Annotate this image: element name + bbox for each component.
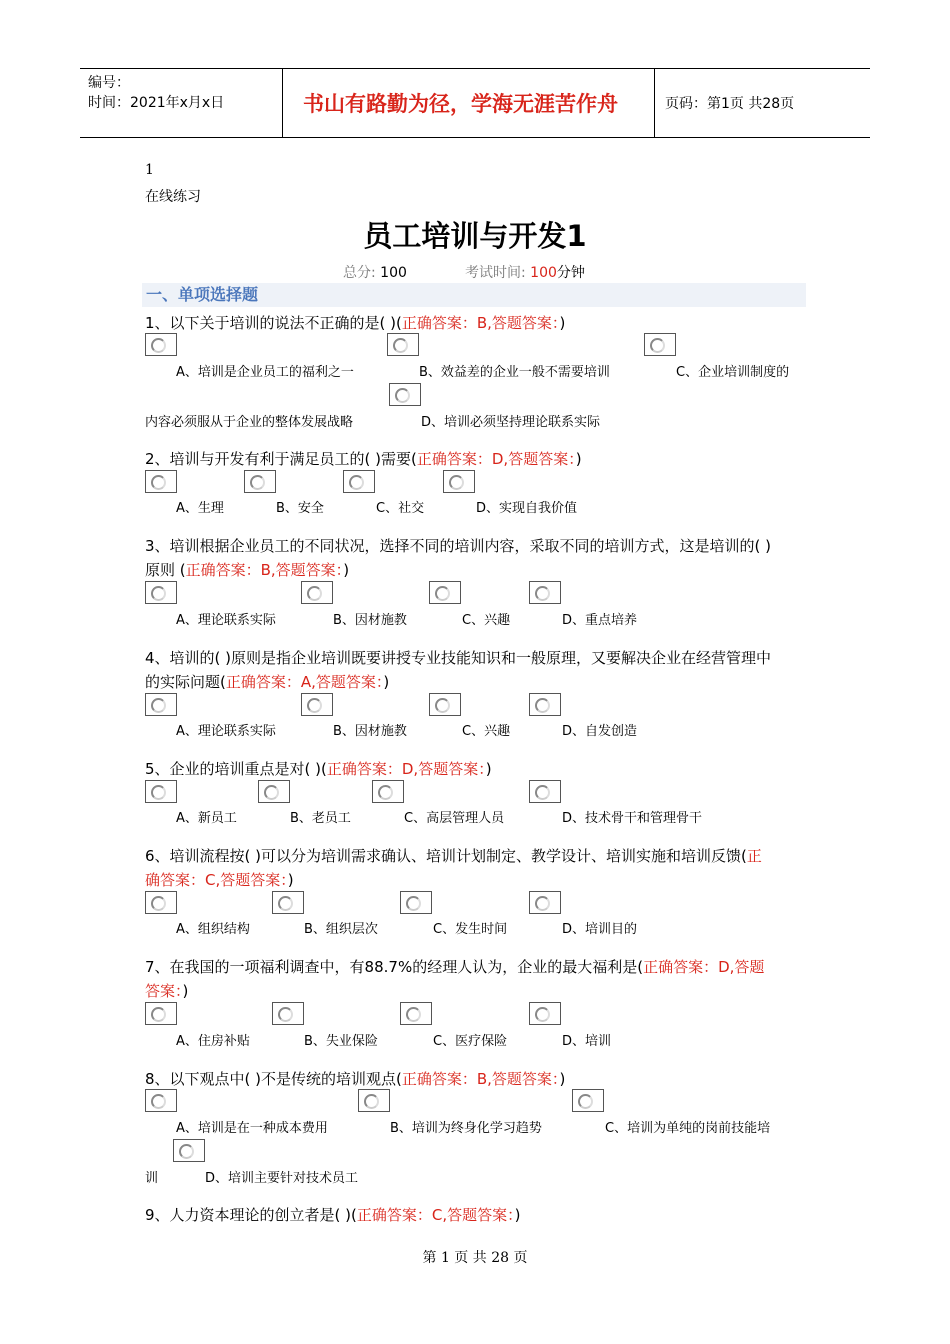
time-label: 时间：2021年x月x日 (88, 95, 225, 111)
radio-q6-a[interactable] (145, 891, 177, 914)
option-q2-d: D、实现自我价值 (476, 501, 578, 516)
radio-q7-c[interactable] (400, 1002, 432, 1025)
option-q4-c: C、兴趣 (462, 724, 511, 739)
radio-q7-b[interactable] (272, 1002, 304, 1025)
question-7-line2: 答案：) (145, 982, 189, 1000)
answer-text: 正确答案：B,答题答案： (185, 561, 344, 579)
page-title: 员工培训与开发1 (363, 219, 587, 253)
question-6-line2: 确答案：C,答题答案：) (145, 871, 294, 889)
option-q8-d: D、培训主要针对技术员工 (205, 1171, 359, 1186)
option-q5-d: D、技术骨干和管理骨干 (562, 811, 703, 826)
option-q2-c: C、社交 (376, 501, 425, 516)
option-q8-c: C、培训为单纯的岗前技能培 (605, 1121, 771, 1136)
radio-q1-b[interactable] (387, 333, 419, 356)
answer-text: 正确答案：D,答题答案： (416, 450, 576, 468)
option-q6-c: C、发生时间 (433, 922, 508, 937)
section-heading: 一、单项选择题 (142, 283, 806, 307)
option-q6-a: A、组织结构 (176, 922, 250, 937)
option-q7-a: A、住房补贴 (176, 1034, 250, 1049)
option-q7-b: B、失业保险 (304, 1034, 378, 1049)
radio-q2-d[interactable] (443, 470, 475, 493)
answer-text: 正确答案：B,答题答案： (401, 1070, 560, 1088)
header-page-info: 页码：第1页 共28页 (665, 96, 795, 112)
question-5: 5、企业的培训重点是对( )(正确答案：D,答题答案：) (145, 760, 492, 778)
option-q8-b: B、培训为终身化学习趋势 (390, 1121, 542, 1136)
radio-q4-a[interactable] (145, 693, 177, 716)
radio-q4-d[interactable] (529, 693, 561, 716)
header-motto: 书山有路勤为径，学海无涯苦作舟 (283, 69, 655, 137)
option-q6-b: B、组织层次 (304, 922, 378, 937)
radio-q8-b[interactable] (358, 1089, 390, 1112)
option-q1-a: A、培训是企业员工的福利之一 (176, 365, 354, 380)
answer-text: 确答案：C,答题答案： (145, 871, 288, 889)
radio-q6-c[interactable] (400, 891, 432, 914)
radio-q6-b[interactable] (272, 891, 304, 914)
score-value: 100 (380, 265, 407, 281)
exam-time-label: 考试时间: (465, 265, 526, 281)
radio-q1-d[interactable] (389, 383, 421, 406)
radio-q5-c[interactable] (372, 780, 404, 803)
page-footer: 第 1 页 共 28 页 (422, 1250, 528, 1266)
line-number: 1 (145, 162, 154, 178)
question-7: 7、在我国的一项福利调查中，有88.7%的经理人认为，企业的最大福利是(正确答案：D,答题 (145, 958, 765, 976)
option-q5-a: A、新员工 (176, 811, 237, 826)
option-q7-d: D、培训 (562, 1034, 612, 1049)
option-q1-d: D、培训必须坚持理论联系实际 (421, 415, 601, 430)
option-q7-c: C、医疗保险 (433, 1034, 508, 1049)
option-q3-d: D、重点培养 (562, 613, 638, 628)
option-q6-d: D、培训目的 (562, 922, 638, 937)
option-q3-b: B、因材施教 (333, 613, 407, 628)
answer-text: 正确答案：C,答题答案： (356, 1206, 515, 1224)
radio-q3-d[interactable] (529, 581, 561, 604)
score-info (343, 262, 407, 282)
exam-time-value: 100 (530, 265, 557, 281)
answer-text-part1: 正确答案：D,答题 (643, 958, 765, 976)
question-4: 4、培训的( )原则是指企业培训既要讲授专业技能知识和一般原理，又要解决企业在经营管理中 (145, 649, 772, 667)
radio-q1-a[interactable] (145, 333, 177, 356)
doc-subtitle: 在线练习 (145, 189, 201, 205)
question-9: 9、人力资本理论的创立者是( )(正确答案：C,答题答案：) (145, 1206, 521, 1224)
radio-q8-d[interactable] (173, 1139, 205, 1162)
answer-text: 正确答案：A,答题答案： (225, 673, 384, 691)
radio-q7-d[interactable] (529, 1002, 561, 1025)
page-header (80, 68, 870, 138)
time-info (465, 262, 585, 282)
option-q2-b: B、安全 (276, 501, 324, 516)
radio-q5-a[interactable] (145, 780, 177, 803)
radio-q1-c[interactable] (644, 333, 676, 356)
radio-q7-a[interactable] (145, 1002, 177, 1025)
option-q4-d: D、自发创造 (562, 724, 638, 739)
radio-q2-c[interactable] (343, 470, 375, 493)
exam-time-unit: 分钟 (556, 265, 585, 281)
option-q1-c: C、企业培训制度的 (676, 365, 790, 380)
option-q8-a: A、培训是在一种成本费用 (176, 1121, 328, 1136)
option-q2-a: A、生理 (176, 501, 224, 516)
radio-q6-d[interactable] (529, 891, 561, 914)
question-2: 2、培训与开发有利于满足员工的( )需要(正确答案：D,答题答案：) (145, 450, 582, 468)
option-q5-b: B、老员工 (290, 811, 351, 826)
question-3-line2: 原则 (正确答案：B,答题答案：) (145, 561, 350, 579)
header-meta (80, 69, 283, 137)
radio-q2-a[interactable] (145, 470, 177, 493)
question-4-line2: 的实际问题(正确答案：A,答题答案：) (145, 673, 390, 691)
radio-q5-d[interactable] (529, 780, 561, 803)
radio-q8-c[interactable] (572, 1089, 604, 1112)
radio-q3-c[interactable] (429, 581, 461, 604)
radio-q8-a[interactable] (145, 1089, 177, 1112)
radio-q3-b[interactable] (301, 581, 333, 604)
option-q1-c-cont: 内容必须服从于企业的整体发展战略 (145, 415, 354, 430)
option-q4-b: B、因材施教 (333, 724, 407, 739)
question-3: 3、培训根据企业员工的不同状况，选择不同的培训内容，采取不同的培训方式，这是培训的( ) (145, 537, 772, 555)
option-q8-c-cont: 训 (145, 1171, 159, 1186)
answer-text-part1: 正 (746, 847, 762, 865)
radio-q4-c[interactable] (429, 693, 461, 716)
option-q3-c: C、兴趣 (462, 613, 511, 628)
question-8: 8、以下观点中( )不是传统的培训观点(正确答案：B,答题答案：) (145, 1070, 566, 1088)
answer-text: 正确答案：D,答题答案： (326, 760, 486, 778)
radio-q3-a[interactable] (145, 581, 177, 604)
radio-q5-b[interactable] (258, 780, 290, 803)
question-6: 6、培训流程按( )可以分为培训需求确认、培训计划制定、教学设计、培训实施和培训反馈(正 (145, 847, 762, 865)
radio-q2-b[interactable] (244, 470, 276, 493)
option-q3-a: A、理论联系实际 (176, 613, 276, 628)
option-q4-a: A、理论联系实际 (176, 724, 276, 739)
radio-q4-b[interactable] (301, 693, 333, 716)
option-q5-c: C、高层管理人员 (404, 811, 505, 826)
answer-text: 正确答案：B,答题答案： (401, 314, 560, 332)
answer-text: 答案： (145, 982, 183, 1000)
score-label: 总分: (343, 265, 376, 281)
question-1: 1、以下关于培训的说法不正确的是( )(正确答案：B,答题答案：) (145, 314, 566, 332)
option-q1-b: B、效益差的企业一般不需要培训 (419, 365, 610, 380)
serial-label: 编号： (88, 75, 130, 91)
